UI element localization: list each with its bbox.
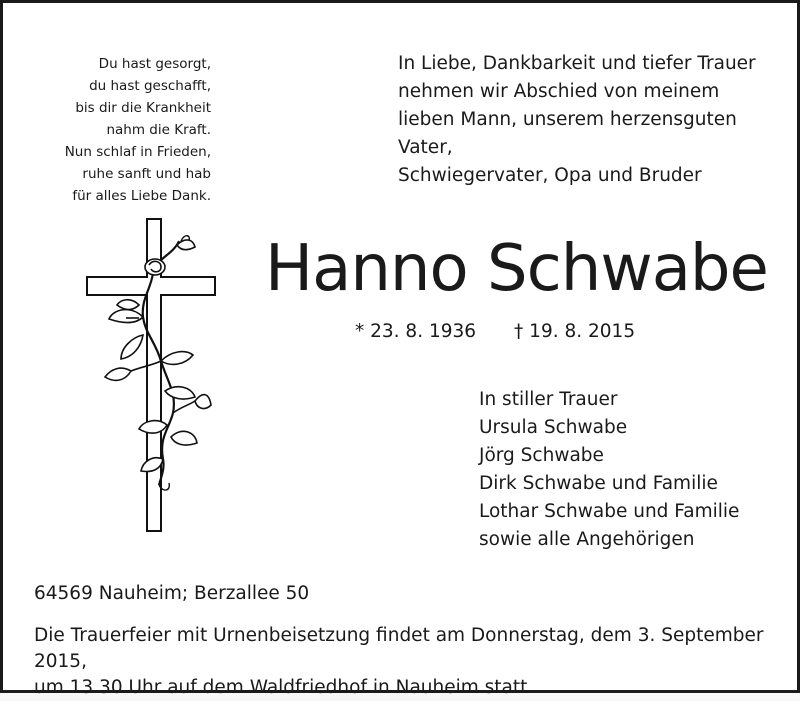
poem-line: du hast geschafft,	[89, 78, 211, 94]
mourners-list	[479, 386, 739, 554]
mourner-line: sowie alle Angehörigen	[479, 529, 695, 550]
poem-line: nahm die Kraft.	[106, 122, 211, 138]
poem	[43, 53, 211, 207]
poem-line: Du hast gesorgt,	[98, 56, 211, 72]
service-info	[34, 623, 784, 701]
intro-line: nehmen wir Abschied von meinem	[398, 81, 720, 102]
mourner-line: Dirk Schwabe und Familie	[479, 473, 718, 494]
mourner-line: Lothar Schwabe und Familie	[479, 501, 740, 522]
intro-text	[398, 50, 788, 190]
poem-line: bis dir die Krankheit	[75, 100, 211, 116]
birth-date: * 23. 8. 1936	[355, 321, 477, 342]
death-date: † 19. 8. 2015	[514, 321, 636, 342]
deceased-name: Hanno Schwabe	[265, 232, 768, 306]
mourner-line: Ursula Schwabe	[479, 417, 628, 438]
life-dates	[355, 319, 635, 345]
address: 64569 Nauheim; Berzallee 50	[34, 583, 310, 604]
intro-line: In Liebe, Dankbarkeit und tiefer Trauer	[398, 53, 756, 74]
service-line: um 13.30 Uhr auf dem Waldfriedhof in Nauheim statt.	[34, 677, 534, 698]
mourner-line: Jörg Schwabe	[479, 445, 604, 466]
intro-line: Schwiegervater, Opa und Bruder	[398, 165, 702, 186]
poem-line: ruhe sanft und hab	[82, 166, 211, 182]
mourner-line: In stiller Trauer	[479, 389, 618, 410]
poem-line: für alles Liebe Dank.	[72, 188, 211, 204]
poem-line: Nun schlaf in Frieden,	[64, 144, 211, 160]
service-line: Die Trauerfeier mit Urnenbeisetzung findet am Donnerstag, dem 3. September 2015,	[34, 625, 764, 672]
cross-with-rose-vine-icon	[81, 215, 221, 535]
intro-line: lieben Mann, unserem herzensguten Vater,	[398, 109, 737, 158]
